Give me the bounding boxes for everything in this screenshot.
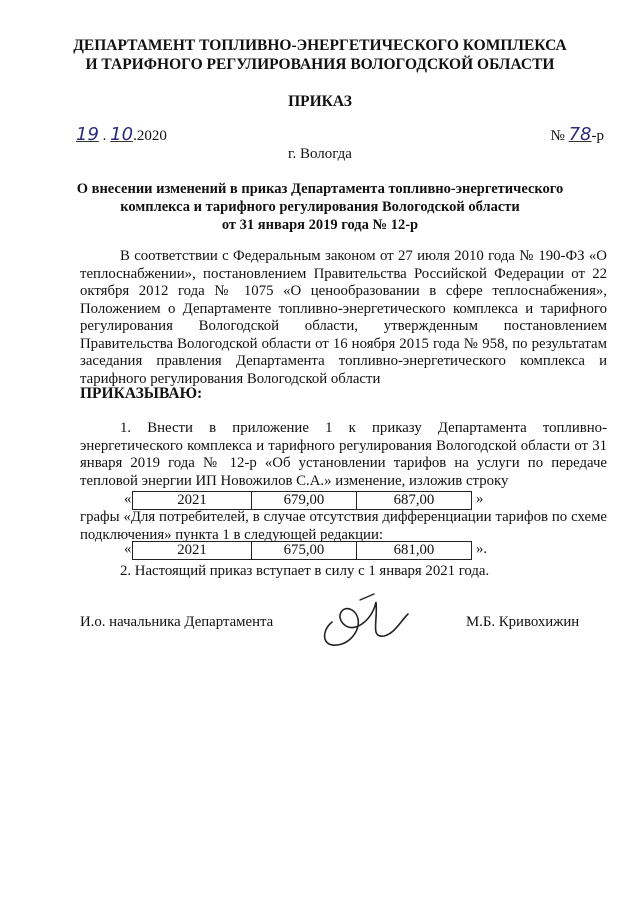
number-prefix: № bbox=[550, 128, 565, 144]
order-number bbox=[551, 124, 604, 145]
item-1-continued: графы «Для потребителей, в случае отсутствия дифференциации тарифов по схеме подключения» пункта 1 в следующей редакции: bbox=[80, 509, 607, 543]
new-tariff-row bbox=[80, 541, 607, 560]
old-year-cell: 2021 bbox=[133, 492, 252, 509]
new-tariff-cells bbox=[132, 541, 472, 560]
document-type: ПРИКАЗ bbox=[288, 93, 352, 110]
city: г. Вологда bbox=[288, 146, 352, 162]
old-tariff-cells bbox=[132, 491, 472, 510]
item-2-paragraph: 2. Настоящий приказ вступает в силу с 1 января 2021 года. bbox=[120, 563, 490, 579]
org-line-1: ДЕПАРТАМЕНТ ТОПЛИВНО-ЭНЕРГЕТИЧЕСКОГО КОМПЛЕКСА bbox=[73, 37, 567, 54]
item-1-paragraph: 1. Внести в приложение 1 к приказу Департамента топливно-энергетического комплекса и тарифного регулирования Вологодской области от 31 января 2019 года № 12-р «Об установлении тарифов на услуги по передаче тепловой энергии ИП Новожилов С.А.» изменение, изложив строку bbox=[80, 420, 607, 489]
signatory-name: М.Б. Кривохижин bbox=[466, 614, 580, 630]
date-day: 19 bbox=[76, 124, 99, 145]
old-value2-cell: 687,00 bbox=[393, 492, 435, 508]
subject-line-2: комплекса и тарифного регулирования Вологодской области bbox=[120, 199, 520, 215]
open-quote: « bbox=[124, 541, 132, 557]
organization-name bbox=[60, 36, 580, 74]
order-date: 19 . 10.2020 bbox=[76, 124, 167, 145]
close-quote: » bbox=[476, 491, 484, 507]
close-quote: ». bbox=[476, 541, 488, 557]
preamble-paragraph: В соответствии с Федеральным законом от 27 июля 2010 года № 190-ФЗ «О теплоснабжении», постановлением Правительства Российской Федерации от 22 октября 2012 года № 1075 «О ценообразовании в сфере теплоснабжения», Положением о Департаменте топливно-энергетического комплекса и тарифного регулирования Вологодской области, утвержденным постановлением Правительства Вологодской области от 16 ноября 2015 года № 958, по результатам заседания правления Департамента топливно-энергетического комплекса и тарифного регулирования Вологодской области bbox=[80, 248, 607, 387]
order-subject bbox=[60, 180, 580, 234]
subject-line-1: О внесении изменений в приказ Департамента топливно-энергетического bbox=[76, 181, 564, 197]
number-value: 78 bbox=[568, 124, 592, 145]
new-value2-cell: 681,00 bbox=[393, 542, 435, 558]
org-line-2: И ТАРИФНОГО РЕГУЛИРОВАНИЯ ВОЛОГОДСКОЙ ОБЛАСТИ bbox=[85, 56, 555, 73]
signatory-title: И.о. начальника Департамента bbox=[80, 614, 274, 630]
old-value1-cell: 679,00 bbox=[252, 492, 357, 509]
order-word: ПРИКАЗЫВАЮ: bbox=[80, 385, 203, 402]
subject-line-3: от 31 января 2019 года № 12-р bbox=[221, 217, 419, 233]
handwritten-signature bbox=[312, 592, 422, 656]
date-year: .2020 bbox=[133, 128, 167, 144]
number-suffix: -р bbox=[591, 128, 604, 144]
old-tariff-row bbox=[80, 491, 607, 510]
date-month: 10 bbox=[110, 124, 134, 145]
open-quote: « bbox=[124, 491, 132, 507]
new-value1-cell: 675,00 bbox=[252, 542, 357, 559]
new-year-cell: 2021 bbox=[133, 542, 252, 559]
